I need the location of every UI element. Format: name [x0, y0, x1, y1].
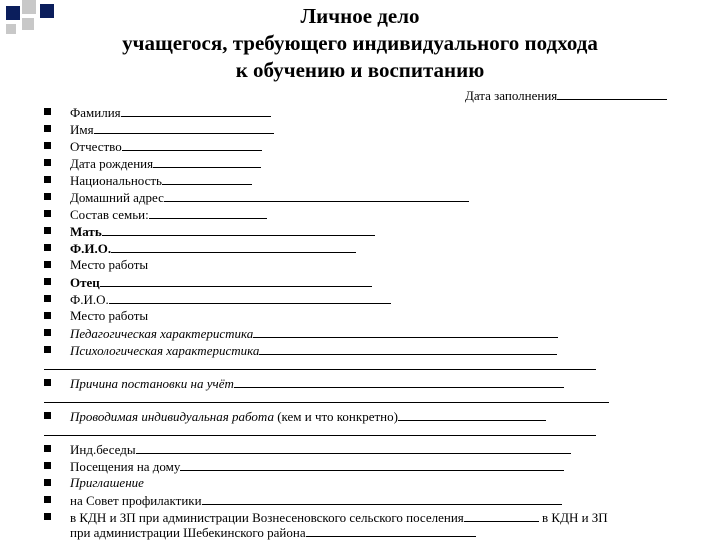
bullet-icon	[44, 462, 51, 469]
home-visits-label: Посещения на дому	[70, 459, 181, 474]
bullet-icon	[44, 295, 51, 302]
name-blank[interactable]	[94, 121, 274, 134]
bullet-icon	[44, 412, 51, 419]
pedagogical-blank[interactable]	[253, 325, 558, 338]
bullet-icon	[44, 496, 51, 503]
mother-fio-blank[interactable]	[111, 240, 356, 253]
title-line-3: к обучению и воспитанию	[235, 58, 485, 82]
surname-blank[interactable]	[121, 104, 271, 117]
bullet-icon	[44, 193, 51, 200]
individual-work-note: (кем и что конкретно)	[273, 409, 398, 424]
reason-label: Причина постановки на учёт	[70, 376, 234, 391]
bullet-icon	[44, 445, 51, 452]
date-label: Дата заполнения	[465, 88, 558, 103]
kdn-blank[interactable]	[464, 509, 539, 522]
shebekino-label: при администрации Шебекинского района	[70, 525, 306, 540]
council-blank[interactable]	[202, 492, 562, 505]
father-fio-label: Ф.И.О.	[70, 292, 109, 307]
date-field	[465, 87, 667, 104]
kdn-tail: в КДН и ЗП	[538, 510, 608, 525]
bullet-icon	[44, 159, 51, 166]
blank-line[interactable]	[44, 435, 596, 436]
home-visits-blank[interactable]	[180, 458, 564, 471]
title-line-2: учащегося, требующего индивидуального подхода	[122, 31, 598, 55]
surname-label: Фамилия	[70, 105, 121, 120]
talks-blank[interactable]	[136, 441, 571, 454]
bullet-icon	[44, 227, 51, 234]
father-label: Отец	[70, 275, 100, 290]
invitation-label: Приглашение	[70, 475, 144, 490]
blank-line[interactable]	[44, 369, 596, 370]
bullet-icon	[44, 261, 51, 268]
bullet-icon	[44, 329, 51, 336]
family-label: Состав семьи:	[70, 207, 149, 222]
mother-fio-label: Ф.И.О.	[70, 241, 112, 256]
psychological-blank[interactable]	[259, 342, 557, 355]
nationality-label: Национальность	[70, 173, 162, 188]
bullet-icon	[44, 513, 51, 520]
name-label: Имя	[70, 122, 94, 137]
bullet-icon	[44, 278, 51, 285]
mother-blank[interactable]	[102, 223, 375, 236]
mother-work-label: Место работы	[70, 257, 149, 272]
home-address-blank[interactable]	[164, 189, 469, 202]
reason-blank[interactable]	[234, 375, 564, 388]
shebekino-blank[interactable]	[306, 524, 476, 537]
birth-date-blank[interactable]	[153, 155, 261, 168]
bullet-icon	[44, 379, 51, 386]
father-fio-blank[interactable]	[109, 291, 391, 304]
bullet-icon	[44, 176, 51, 183]
blank-line[interactable]	[44, 402, 609, 403]
talks-label: Инд.беседы	[70, 442, 136, 457]
bullet-icon	[44, 244, 51, 251]
family-blank[interactable]	[149, 206, 267, 219]
psychological-label: Психологическая характеристика	[70, 343, 260, 358]
bullet-icon	[44, 125, 51, 132]
mother-label: Мать	[70, 224, 102, 239]
home-address-label: Домашний адрес	[70, 190, 164, 205]
bullet-icon	[44, 346, 51, 353]
individual-work-label: Проводимая индивидуальная работа	[70, 409, 274, 424]
bullet-icon	[44, 108, 51, 115]
individual-work-blank[interactable]	[398, 408, 546, 421]
pedagogical-label: Педагогическая характеристика	[70, 326, 254, 341]
father-blank[interactable]	[100, 274, 372, 287]
patronymic-label: Отчество	[70, 139, 122, 154]
bullet-icon	[44, 479, 51, 486]
date-blank[interactable]	[557, 87, 667, 100]
patronymic-blank[interactable]	[122, 138, 262, 151]
title-line-1: Личное дело	[300, 4, 420, 28]
nationality-blank[interactable]	[162, 172, 252, 185]
bullet-icon	[44, 312, 51, 319]
kdn-label: в КДН и ЗП при администрации Вознесеновского сельского поселения	[70, 510, 464, 525]
bullet-icon	[44, 210, 51, 217]
birth-date-label: Дата рождения	[70, 156, 154, 171]
bullet-icon	[44, 142, 51, 149]
council-label: на Совет профилактики	[70, 493, 202, 508]
father-work-label: Место работы	[70, 308, 149, 323]
